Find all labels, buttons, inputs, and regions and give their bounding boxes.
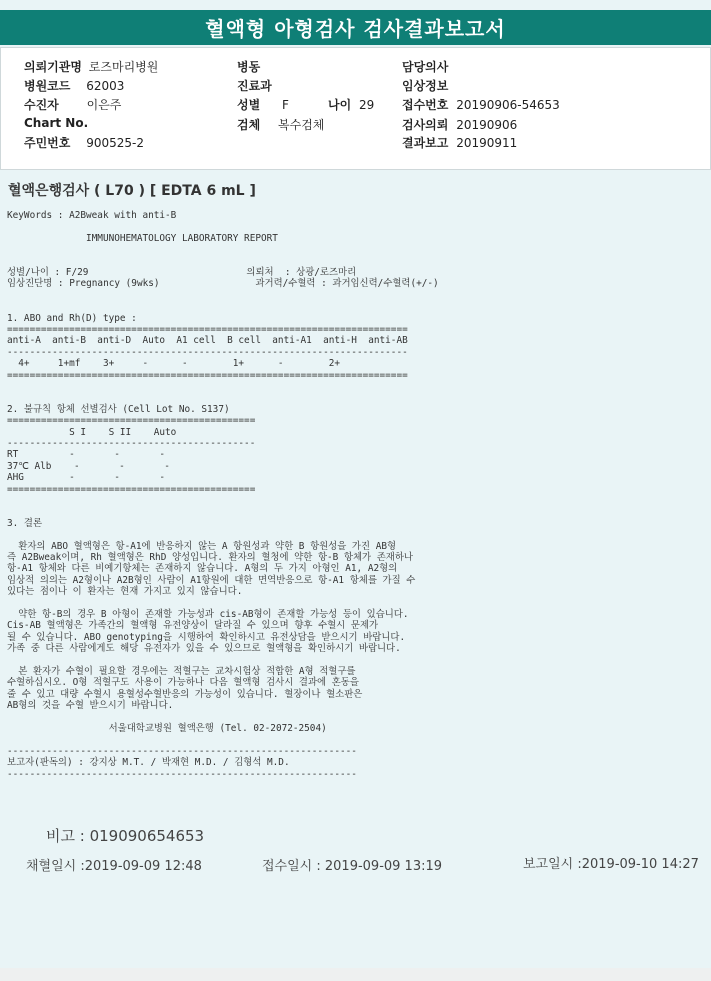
collected-datetime: 채혈일시 :2019-09-09 12:48 bbox=[26, 859, 202, 874]
header-field-specimen bbox=[237, 116, 324, 133]
header-field-resident-no bbox=[24, 134, 144, 151]
report-line: IMMUNOHEMATOLOGY LABORATORY REPORT bbox=[7, 232, 278, 244]
header-field-doctor bbox=[402, 58, 448, 75]
field-value: 로즈마리병원 bbox=[88, 60, 159, 74]
report-line: anti-A anti-B anti-D Auto A1 cell B cell anti-A1 anti-H anti-AB bbox=[7, 335, 408, 347]
field-value: 900525-2 bbox=[86, 136, 144, 150]
report-line: 약한 항-B의 경우 B 아형이 존재할 가능성과 cis-AB형이 존재할 가능성 등이 있습니다. bbox=[7, 609, 409, 620]
header-field-ward bbox=[237, 58, 260, 75]
header-field-report-date bbox=[402, 134, 517, 151]
field-label: 담당의사 bbox=[402, 60, 449, 74]
report-line: 37℃ Alb - - - bbox=[7, 460, 170, 472]
report-line: AHG - - - bbox=[7, 472, 166, 484]
field-value: F bbox=[282, 98, 289, 112]
field-label: 검체 bbox=[237, 118, 261, 132]
report-line: ======================================================================= bbox=[7, 324, 408, 335]
report-line: 될 수 있습니다. ABO genotyping을 시행하여 확인하시고 유전상담을 받으시기 바랍니다. bbox=[7, 631, 406, 643]
field-label: 검사의뢰 bbox=[402, 118, 449, 132]
header-info-box bbox=[0, 47, 711, 170]
header-field-accession-no bbox=[402, 96, 560, 113]
report-line: RT - - - bbox=[7, 449, 166, 461]
report-line: 성별/나이 : F/29 의뢰처 : 상광/로즈마리 bbox=[7, 267, 357, 278]
report-line: 서울대학교병원 혈액은행 (Tel. 02-2072-2504) bbox=[7, 723, 327, 734]
report-line: ======================================================================= bbox=[7, 369, 408, 381]
field-label: 의뢰기관명 bbox=[24, 60, 82, 74]
report-line: 1. ABO and Rh(D) type : bbox=[7, 312, 137, 324]
report-line: ============================================ bbox=[7, 415, 256, 427]
report-line: 항-A1 항체와 다른 비예기항체는 존재하지 않습니다. A형의 두 가지 아형인 A1, A2형의 bbox=[7, 563, 398, 575]
report-line: 있다는 점이나 이 환자는 현재 가지고 있지 않습니다. bbox=[7, 586, 243, 598]
report-line: S I S II Auto bbox=[7, 426, 177, 438]
report-line: 2. 불규칙 항체 선별검사 (Cell Lot No. S137) bbox=[7, 403, 230, 415]
field-label: 수진자 bbox=[24, 98, 59, 112]
header-field-department bbox=[237, 77, 272, 94]
report-line: 수혈하십시오. O형 적혈구도 사용이 가능하나 다음 혈액형 검사시 결과에 혼동을 bbox=[7, 677, 359, 689]
header-field-institution bbox=[24, 58, 158, 75]
field-label: 병원코드 bbox=[24, 79, 71, 93]
header-field-hospital-code bbox=[24, 77, 124, 94]
header-field-request-date bbox=[402, 116, 517, 133]
field-label: 주민번호 bbox=[24, 136, 71, 150]
header-field-patient bbox=[24, 96, 121, 113]
report-line: Cis-AB 혈액형은 가족간의 혈액형 유전양상이 달라질 수 있으며 향후 수혈시 문제가 bbox=[7, 620, 379, 632]
field-label: 접수번호 bbox=[402, 98, 449, 112]
reported-datetime: 보고일시 :2019-09-10 14:27 bbox=[523, 857, 699, 872]
report-line: 보고자(판독의) : 강지상 M.T. / 박재현 M.D. / 김형석 M.D. bbox=[7, 757, 290, 769]
section-title: 혈액은행검사 ( L70 ) [ EDTA 6 mL ] bbox=[8, 183, 256, 199]
field-value: 62003 bbox=[86, 79, 125, 93]
report-line: 임상적 의의는 A2형이나 A2B형인 사람이 A1항원에 대한 면역반응으로 항-A1 항체를 가질 수 bbox=[7, 574, 416, 586]
header-field-clinical-info bbox=[402, 77, 448, 94]
report-line: -------------------------------------------------------------- bbox=[7, 745, 357, 757]
report-line: 가족 중 다른 사람에게도 해당 유전자가 있을 수 있으므로 혈액형을 확인하시기 바랍니다. bbox=[7, 643, 401, 655]
report-line: 즉 A2Bweak이며, Rh 혈액형은 RhD 양성입니다. 환자의 혈청에 약한 항-B 항체가 존재하나 bbox=[7, 552, 413, 563]
field-value: 이은주 bbox=[86, 98, 122, 112]
report-line: KeyWords : A2Bweak with anti-B bbox=[7, 210, 177, 221]
report-line: 환자의 ABO 혈액형은 항-A1에 반응하지 않는 A 항원성과 약한 B 항원성을 가진 AB형 bbox=[7, 540, 397, 552]
field-value: 20190911 bbox=[456, 136, 518, 150]
report-line: ============================================ bbox=[7, 483, 256, 495]
received-datetime: 접수일시 : 2019-09-09 13:19 bbox=[262, 859, 443, 874]
field-value: 복수검체 bbox=[278, 118, 325, 132]
field-value: 20190906-54653 bbox=[456, 98, 560, 112]
report-line: 줄 수 있고 대량 수혈시 용혈성수혈반응의 가능성이 있습니다. 혈장이나 혈소판은 bbox=[7, 688, 363, 700]
header-field-sex bbox=[237, 96, 289, 113]
report-title: 혈액형 아형검사 검사결과보고서 bbox=[0, 10, 711, 45]
field-label: 임상정보 bbox=[402, 79, 449, 93]
field-label: 성별 bbox=[237, 98, 261, 112]
field-label: 진료과 bbox=[237, 79, 272, 93]
field-label: 병동 bbox=[237, 60, 261, 74]
header-field-age bbox=[328, 96, 374, 113]
header-field-chart-no bbox=[24, 116, 88, 130]
report-line: -------------------------------------------- bbox=[7, 438, 256, 449]
field-label: Chart No. bbox=[24, 116, 89, 130]
field-value: 29 bbox=[359, 98, 375, 112]
report-line: ----------------------------------------------------------------------- bbox=[7, 346, 408, 358]
footer-strip bbox=[0, 968, 711, 981]
report-line: 4+ 1+mf 3+ - - 1+ - 2+ bbox=[7, 358, 341, 370]
report-line: AB형의 것을 수혈 받으시기 바랍니다. bbox=[7, 700, 174, 712]
report-line: -------------------------------------------------------------- bbox=[7, 768, 357, 780]
field-value: 20190906 bbox=[456, 118, 518, 132]
report-line: 3. 결론 bbox=[7, 517, 43, 529]
field-label: 결과보고 bbox=[402, 136, 449, 150]
remark: 비고 : 019090654653 bbox=[46, 827, 205, 845]
report-line: 본 환자가 수혈이 필요할 경우에는 적혈구는 교차시험상 적합한 A형 적혈구를 bbox=[7, 666, 356, 677]
field-label: 나이 bbox=[328, 98, 352, 112]
report-line: 임상진단명 : Pregnancy (9wks) 과거력/수혈력 : 과거임신력/수혈력(+/-) bbox=[7, 278, 439, 290]
